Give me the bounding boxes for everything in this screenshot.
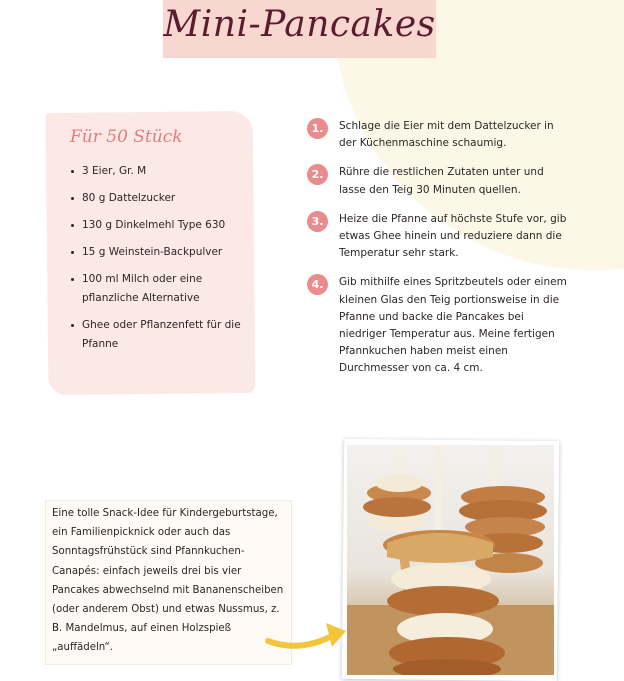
step-text: Rühre die restlichen Zutaten unter und lasse den Teig 30 Minuten quellen. bbox=[339, 166, 544, 196]
ingredient-item: 3 Eier, Gr. M bbox=[70, 162, 250, 181]
ingredient-item: 130 g Dinkelmehl Type 630 bbox=[70, 216, 250, 235]
step-number-badge: 1. bbox=[307, 118, 328, 139]
step-number-badge: 4. bbox=[307, 274, 328, 295]
step-number-badge: 3. bbox=[307, 211, 328, 232]
ingredient-item: Ghee oder Pflanzenfett für die Pfanne bbox=[70, 316, 250, 354]
step-text: Heize die Pfanne auf höchste Stufe vor, gib etwas Ghee hinein und reduziere dann die Temperatur sehr stark. bbox=[339, 212, 567, 260]
pancake-skewer-illustration bbox=[347, 445, 554, 675]
step-text: Gib mithilfe eines Spritzbeutels oder einem kleinen Glas den Teig portionsweise in die Pfanne und backe die Pancakes bei niedriger Temperatur aus. Meine fertigen Pfannkuchen haben meist einen Durchmesser von ca. 4 cm. bbox=[339, 276, 567, 375]
ingredient-item: 80 g Dattelzucker bbox=[70, 189, 250, 208]
step-number-badge: 2. bbox=[307, 164, 328, 185]
step-item bbox=[307, 274, 567, 377]
step-item bbox=[307, 164, 567, 198]
ingredients-list bbox=[70, 162, 250, 362]
ingredient-item: 100 ml Milch oder eine pflanzliche Alternative bbox=[70, 270, 250, 308]
steps-list bbox=[307, 118, 567, 390]
title-band bbox=[163, 0, 436, 58]
step-item bbox=[307, 211, 567, 263]
pancake-photo bbox=[347, 445, 554, 675]
page-title: Mini-Pancakes bbox=[163, 4, 436, 45]
ingredient-item: 15 g Weinstein-Backpulver bbox=[70, 243, 250, 262]
step-text: Schlage die Eier mit dem Dattelzucker in der Küchenmaschine schaumig. bbox=[339, 120, 554, 150]
arrow-icon bbox=[264, 615, 350, 655]
step-item bbox=[307, 118, 567, 152]
ingredients-heading: Für 50 Stück bbox=[70, 127, 183, 147]
snack-note-text: Eine tolle Snack-Idee für Kindergeburtstage, ein Familienpicknick oder auch das Sonntagsfrühstück sind Pfannkuchen-Canapés: einfach jeweils drei bis vier Pancakes abwechselnd mit Bananenscheiben (oder anderem Obst) und etwas Nussmus, z. B. Mandelmus, auf einen Holzspieß „auffädeln“. bbox=[52, 508, 284, 654]
